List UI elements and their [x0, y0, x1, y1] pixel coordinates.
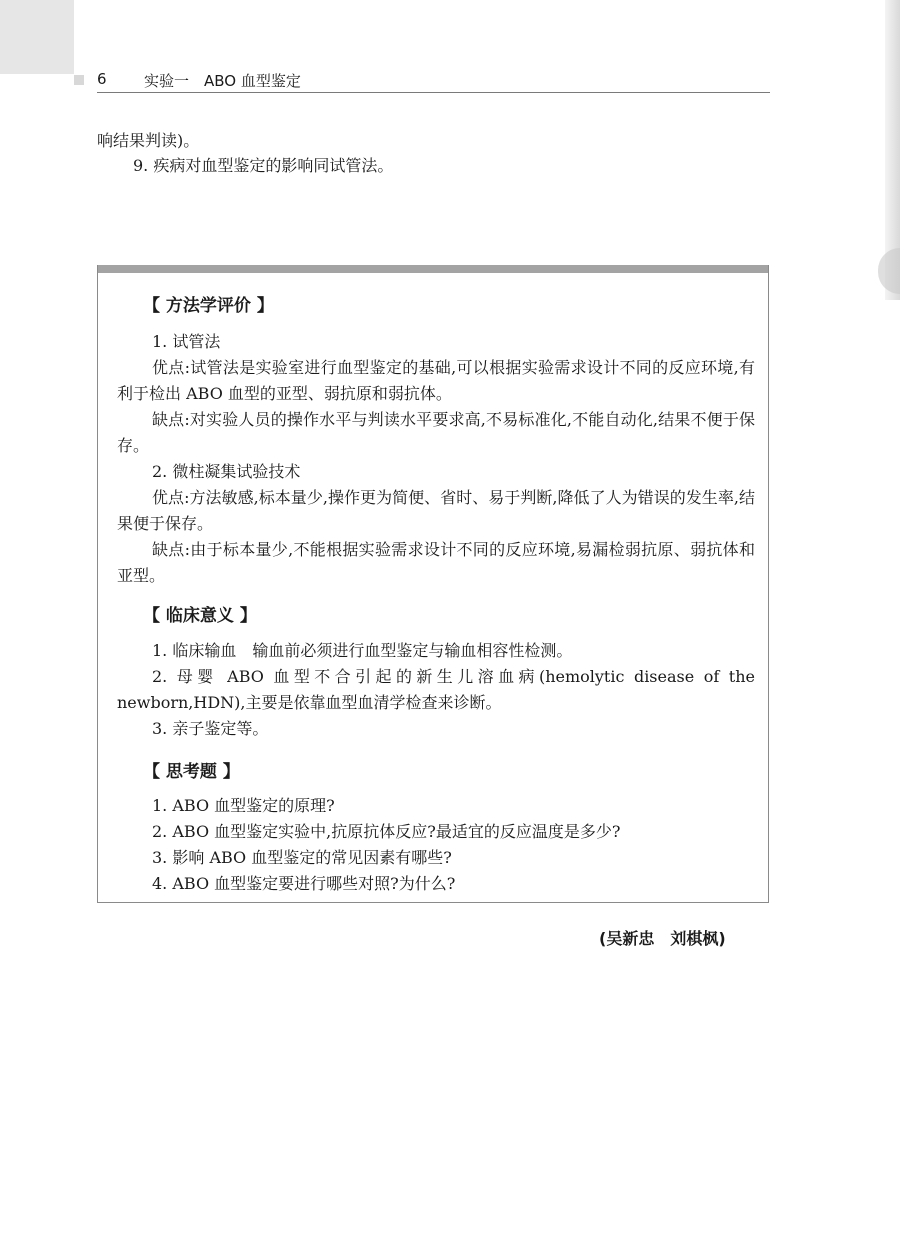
question-1: 1. ABO 血型鉴定的原理? — [152, 796, 335, 815]
clinical-item-3: 3. 亲子鉴定等。 — [152, 719, 269, 738]
page-number: 6 — [97, 70, 107, 88]
summary-box — [97, 265, 769, 903]
microcolumn-disadvantages: 缺点:由于标本量少,不能根据实验需求设计不同的反应环境,易漏检弱抗原、弱抗体和亚型。 — [117, 540, 755, 585]
microcolumn-advantages: 优点:方法敏感,标本量少,操作更为简便、省时、易于判断,降低了人为错误的发生率,结果便于保存。 — [117, 488, 755, 533]
author-signature: (吴新忠 刘棋枫) — [599, 929, 726, 948]
method-evaluation-heading: 【 方法学评价 】 — [143, 296, 274, 316]
clinical-item-2: 2. 母婴 ABO 血型不合引起的新生儿溶血病(hemolytic disease of the newborn,HDN),主要是依靠血型血清学检查来诊断。 — [117, 667, 755, 712]
clinical-significance-heading: 【 临床意义 】 — [143, 606, 257, 626]
tube-method-disadvantages: 缺点:对实验人员的操作水平与判读水平要求高,不易标准化,不能自动化,结果不便于保存。 — [117, 410, 755, 455]
corner-tab-decoration — [0, 0, 74, 74]
microcolumn-method-title: 2. 微柱凝集试验技术 — [152, 462, 301, 481]
tube-method-title: 1. 试管法 — [152, 332, 221, 351]
running-header — [97, 68, 770, 93]
clinical-item-1: 1. 临床输血 输血前必须进行血型鉴定与输血相容性检测。 — [152, 641, 573, 660]
list-item-9: 9. 疾病对血型鉴定的影响同试管法。 — [133, 156, 394, 175]
running-title: 实验一 ABO 血型鉴定 — [144, 72, 301, 90]
corner-square-decoration — [74, 75, 84, 85]
questions-heading: 【 思考题 】 — [143, 762, 240, 782]
summary-box-top-bar — [98, 265, 768, 273]
question-4: 4. ABO 血型鉴定要进行哪些对照?为什么? — [152, 874, 456, 893]
carry-over-line: 响结果判读)。 — [97, 131, 200, 150]
question-2: 2. ABO 血型鉴定实验中,抗原抗体反应?最适宜的反应温度是多少? — [152, 822, 621, 841]
page-edge-swirl-decoration — [878, 248, 900, 294]
question-3: 3. 影响 ABO 血型鉴定的常见因素有哪些? — [152, 848, 452, 867]
tube-method-advantages: 优点:试管法是实验室进行血型鉴定的基础,可以根据实验需求设计不同的反应环境,有利于检出 ABO 血型的亚型、弱抗原和弱抗体。 — [117, 358, 755, 403]
